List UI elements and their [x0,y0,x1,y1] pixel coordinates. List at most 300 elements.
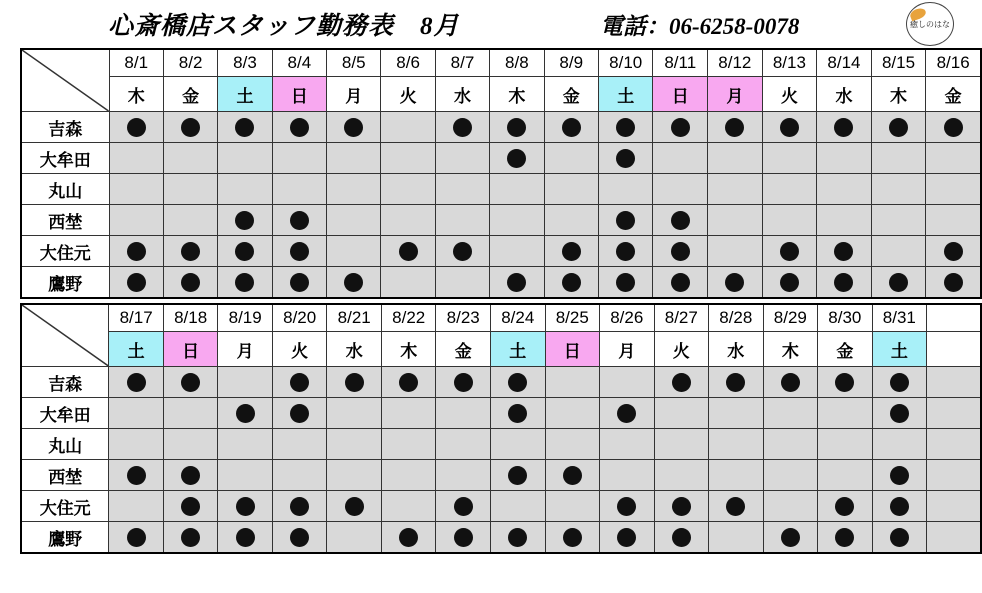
shift-dot-icon [181,373,200,392]
shift-on-cell[interactable] [218,112,272,143]
shift-dot-icon [508,404,527,423]
dow-cell: 月 [708,77,763,112]
shift-on-cell[interactable] [653,112,708,143]
shift-off-cell[interactable] [817,174,872,205]
shift-on-cell[interactable] [872,522,927,554]
shift-off-cell[interactable] [709,522,764,554]
date-cell: 8/16 [926,49,981,77]
shift-off-cell[interactable] [927,491,981,522]
shift-off-cell[interactable] [272,143,326,174]
shift-on-cell[interactable] [490,267,544,299]
dow-cell: 月 [600,332,655,367]
shift-dot-icon [889,118,908,137]
shift-on-cell[interactable] [708,112,763,143]
shift-dot-icon [835,497,854,516]
shift-off-cell[interactable] [926,143,981,174]
shift-on-cell[interactable] [654,367,709,398]
corner-cell [21,304,109,367]
shop-logo [906,2,954,46]
shift-dot-icon [616,242,635,261]
shift-dot-icon [835,373,854,392]
shift-off-cell[interactable] [817,143,872,174]
shift-off-cell[interactable] [818,429,873,460]
shift-off-cell[interactable] [218,143,272,174]
shift-off-cell[interactable] [109,205,163,236]
shift-on-cell[interactable] [109,267,163,299]
shift-off-cell[interactable] [927,367,981,398]
shift-on-cell[interactable] [272,522,327,554]
shift-on-cell[interactable] [490,460,545,491]
shift-on-cell[interactable] [109,112,163,143]
date-cell: 8/11 [653,49,708,77]
staff-name-cell: 吉森 [21,112,109,143]
diagonal-line-icon [22,50,109,111]
shift-off-cell[interactable] [109,398,164,429]
shift-dot-icon [290,242,309,261]
shift-off-cell[interactable] [818,460,873,491]
shift-dot-icon [453,118,472,137]
shift-off-cell[interactable] [163,143,217,174]
shift-off-cell[interactable] [163,205,217,236]
staff-name-cell: 吉森 [21,367,109,398]
shift-on-cell[interactable] [218,267,272,299]
shift-on-cell[interactable] [926,112,981,143]
shift-on-cell[interactable] [872,491,927,522]
dow-cell: 火 [272,332,327,367]
shift-on-cell[interactable] [163,112,217,143]
dow-cell: 水 [709,332,764,367]
shift-off-cell[interactable] [872,429,927,460]
dow-cell: 金 [926,77,981,112]
shift-off-cell[interactable] [272,460,327,491]
shift-on-cell[interactable] [762,112,817,143]
shift-off-cell[interactable] [218,429,273,460]
shift-on-cell[interactable] [490,367,545,398]
shift-on-cell[interactable] [600,491,655,522]
shift-dot-icon [617,404,636,423]
date-cell: 8/7 [435,49,489,77]
shift-dot-icon [890,466,909,485]
shift-dot-icon [562,118,581,137]
shift-on-cell[interactable] [600,398,655,429]
shift-off-cell[interactable] [871,236,926,267]
shift-dot-icon [235,273,254,292]
shift-off-cell[interactable] [545,429,600,460]
logo-label: 癒しのはな [910,20,950,29]
shift-off-cell[interactable] [381,460,436,491]
shift-on-cell[interactable] [327,267,381,299]
dow-cell: 日 [272,77,326,112]
shift-on-cell[interactable] [218,398,273,429]
shift-off-cell[interactable] [709,429,764,460]
shift-on-cell[interactable] [871,267,926,299]
shift-on-cell[interactable] [544,236,598,267]
shift-on-cell[interactable] [163,236,217,267]
shift-off-cell[interactable] [109,429,164,460]
shift-off-cell[interactable] [545,398,600,429]
shift-off-cell[interactable] [490,429,545,460]
shift-dot-icon [345,497,364,516]
date-cell: 8/10 [598,49,653,77]
shift-dot-icon [834,118,853,137]
dow-cell: 木 [109,77,163,112]
shift-on-cell[interactable] [109,460,164,491]
table-row [21,367,981,398]
schedule-table [20,303,982,554]
shift-on-cell[interactable] [926,267,981,299]
dow-cell: 金 [436,332,491,367]
shift-on-cell[interactable] [272,367,327,398]
shift-on-cell[interactable] [600,522,655,554]
shift-off-cell[interactable] [709,460,764,491]
dow-cell: 日 [653,77,708,112]
shift-on-cell[interactable] [436,491,491,522]
shift-on-cell[interactable] [653,205,708,236]
shift-on-cell[interactable] [872,460,927,491]
shift-off-cell[interactable] [871,205,926,236]
shift-off-cell[interactable] [927,398,981,429]
shift-off-cell[interactable] [763,398,818,429]
shift-on-cell[interactable] [598,267,653,299]
shift-on-cell[interactable] [163,460,218,491]
shift-off-cell[interactable] [927,460,981,491]
shift-off-cell[interactable] [708,174,763,205]
shift-on-cell[interactable] [272,236,326,267]
shift-off-cell[interactable] [327,143,381,174]
shift-on-cell[interactable] [817,112,872,143]
shift-off-cell[interactable] [926,174,981,205]
shift-on-cell[interactable] [218,205,272,236]
shift-off-cell[interactable] [327,174,381,205]
dow-cell: 金 [818,332,873,367]
date-cell: 8/25 [545,304,600,332]
shift-off-cell[interactable] [709,398,764,429]
shift-off-cell[interactable] [381,205,435,236]
shift-on-cell[interactable] [109,367,164,398]
shift-dot-icon [834,242,853,261]
shift-on-cell[interactable] [327,367,382,398]
phone-number: 電話：06-6258-0078 [600,14,800,39]
shift-dot-icon [454,497,473,516]
shift-dot-icon [508,528,527,547]
page-title: 心斎橋店スタッフ勤務表 8月 [108,13,460,40]
shift-off-cell[interactable] [490,491,545,522]
shift-on-cell[interactable] [436,522,491,554]
shift-off-cell[interactable] [600,429,655,460]
shift-off-cell[interactable] [435,267,489,299]
table-row [21,236,981,267]
shift-off-cell[interactable] [763,429,818,460]
shift-on-cell[interactable] [544,112,598,143]
shift-off-cell[interactable] [654,460,709,491]
shift-on-cell[interactable] [272,205,326,236]
shift-on-cell[interactable] [763,367,818,398]
shift-dot-icon [890,373,909,392]
staff-name-cell: 鷹野 [21,522,109,554]
shift-off-cell[interactable] [708,143,763,174]
shift-on-cell[interactable] [490,398,545,429]
shift-off-cell[interactable] [763,460,818,491]
shift-on-cell[interactable] [653,267,708,299]
date-cell: 8/3 [218,49,272,77]
shift-dot-icon [617,497,636,516]
shift-dot-icon [127,242,146,261]
shift-off-cell[interactable] [163,398,218,429]
shift-off-cell[interactable] [762,174,817,205]
shift-dot-icon [290,211,309,230]
shift-off-cell[interactable] [598,174,653,205]
shift-on-cell[interactable] [163,491,218,522]
shift-on-cell[interactable] [381,236,435,267]
shift-off-cell[interactable] [600,367,655,398]
shift-on-cell[interactable] [763,522,818,554]
shift-off-cell[interactable] [381,112,435,143]
shift-on-cell[interactable] [654,491,709,522]
shift-dot-icon [671,273,690,292]
shift-off-cell[interactable] [327,205,381,236]
shift-on-cell[interactable] [545,522,600,554]
shift-dot-icon [507,273,526,292]
shift-on-cell[interactable] [817,236,872,267]
staff-name-cell: 大牟田 [21,143,109,174]
date-cell: 8/8 [490,49,544,77]
shift-on-cell[interactable] [654,522,709,554]
table-row [21,143,981,174]
shift-on-cell[interactable] [163,267,217,299]
shift-on-cell[interactable] [218,522,273,554]
shift-off-cell[interactable] [327,429,382,460]
shift-off-cell[interactable] [436,460,491,491]
corner-cell [21,49,109,112]
shift-off-cell[interactable] [653,174,708,205]
shift-dot-icon [290,373,309,392]
shift-off-cell[interactable] [818,398,873,429]
table-row [21,398,981,429]
shift-on-cell[interactable] [327,491,382,522]
shift-on-cell[interactable] [381,522,436,554]
shift-on-cell[interactable] [272,398,327,429]
shift-off-cell[interactable] [490,174,544,205]
date-cell: 8/21 [327,304,382,332]
shift-off-cell[interactable] [762,205,817,236]
shift-dot-icon [617,528,636,547]
shift-off-cell[interactable] [218,460,273,491]
shift-on-cell[interactable] [109,236,163,267]
shift-off-cell[interactable] [654,429,709,460]
shift-on-cell[interactable] [490,522,545,554]
shift-dot-icon [672,528,691,547]
shift-off-cell[interactable] [436,429,491,460]
dow-cell: 金 [163,77,217,112]
shift-dot-icon [671,211,690,230]
shift-dot-icon [671,118,690,137]
shift-dot-icon [181,242,200,261]
shift-off-cell[interactable] [381,143,435,174]
shift-on-cell[interactable] [872,398,927,429]
shift-on-cell[interactable] [436,367,491,398]
shift-on-cell[interactable] [272,112,326,143]
shift-off-cell[interactable] [272,429,327,460]
shift-off-cell[interactable] [381,174,435,205]
shift-on-cell[interactable] [872,367,927,398]
date-cell [927,304,981,332]
date-cell: 8/20 [272,304,327,332]
shift-off-cell[interactable] [272,174,326,205]
shift-on-cell[interactable] [218,491,273,522]
shift-off-cell[interactable] [327,522,382,554]
shift-dot-icon [562,242,581,261]
shift-on-cell[interactable] [818,491,873,522]
shift-dot-icon [562,273,581,292]
shift-on-cell[interactable] [762,267,817,299]
shift-off-cell[interactable] [545,491,600,522]
shift-dot-icon [344,118,363,137]
shift-off-cell[interactable] [218,174,272,205]
shift-on-cell[interactable] [818,522,873,554]
shift-off-cell[interactable] [654,398,709,429]
table-row [21,112,981,143]
date-cell: 8/1 [109,49,163,77]
shift-off-cell[interactable] [708,205,763,236]
shift-off-cell[interactable] [871,143,926,174]
shift-off-cell[interactable] [545,367,600,398]
shift-on-cell[interactable] [545,460,600,491]
shift-on-cell[interactable] [163,522,218,554]
shift-off-cell[interactable] [381,398,436,429]
shift-off-cell[interactable] [435,174,489,205]
shift-off-cell[interactable] [708,236,763,267]
date-header-row [21,304,981,332]
shift-off-cell[interactable] [763,491,818,522]
shift-off-cell[interactable] [381,429,436,460]
date-header-row [21,49,981,77]
shift-off-cell[interactable] [544,205,598,236]
shift-on-cell[interactable] [598,143,653,174]
shift-off-cell[interactable] [327,398,382,429]
shift-off-cell[interactable] [926,205,981,236]
shift-dot-icon [563,466,582,485]
shift-on-cell[interactable] [653,236,708,267]
shift-off-cell[interactable] [544,143,598,174]
shift-on-cell[interactable] [926,236,981,267]
shift-dot-icon [616,149,635,168]
shift-off-cell[interactable] [109,143,163,174]
shift-dot-icon [616,273,635,292]
shift-off-cell[interactable] [927,522,981,554]
shift-on-cell[interactable] [490,143,544,174]
shift-on-cell[interactable] [435,112,489,143]
date-cell: 8/28 [709,304,764,332]
shift-on-cell[interactable] [327,112,381,143]
shift-off-cell[interactable] [218,367,273,398]
shift-dot-icon [399,528,418,547]
dow-cell: 火 [762,77,817,112]
shift-dot-icon [290,497,309,516]
shift-on-cell[interactable] [817,267,872,299]
staff-name-cell: 大住元 [21,236,109,267]
shift-on-cell[interactable] [598,112,653,143]
shift-on-cell[interactable] [709,367,764,398]
shift-dot-icon [454,528,473,547]
shift-on-cell[interactable] [490,112,544,143]
shift-off-cell[interactable] [436,398,491,429]
shift-off-cell[interactable] [163,429,218,460]
date-cell: 8/19 [218,304,273,332]
shift-dot-icon [616,211,635,230]
dow-cell [927,332,981,367]
shift-on-cell[interactable] [818,367,873,398]
dow-cell: 日 [163,332,218,367]
shift-dot-icon [726,373,745,392]
shift-on-cell[interactable] [163,367,218,398]
shift-off-cell[interactable] [490,205,544,236]
shift-dot-icon [235,242,254,261]
shift-on-cell[interactable] [272,491,327,522]
date-cell: 8/5 [327,49,381,77]
shift-on-cell[interactable] [709,491,764,522]
shift-dot-icon [399,242,418,261]
dow-cell: 月 [327,77,381,112]
shift-off-cell[interactable] [109,174,163,205]
table-row [21,267,981,299]
schedule-table [20,48,982,299]
table-row [21,522,981,554]
shift-off-cell[interactable] [871,174,926,205]
date-cell: 8/14 [817,49,872,77]
shift-off-cell[interactable] [381,491,436,522]
shift-off-cell[interactable] [327,236,381,267]
shift-off-cell[interactable] [435,143,489,174]
shift-off-cell[interactable] [327,460,382,491]
shift-on-cell[interactable] [598,205,653,236]
shift-dot-icon [944,273,963,292]
shift-on-cell[interactable] [708,267,763,299]
dow-cell: 木 [490,77,544,112]
shift-on-cell[interactable] [598,236,653,267]
shift-dot-icon [127,528,146,547]
shift-dot-icon [563,528,582,547]
shift-off-cell[interactable] [762,143,817,174]
shift-dot-icon [181,466,200,485]
shift-on-cell[interactable] [435,236,489,267]
shift-on-cell[interactable] [381,367,436,398]
shift-on-cell[interactable] [762,236,817,267]
shift-off-cell[interactable] [544,174,598,205]
dow-cell: 木 [763,332,818,367]
shift-off-cell[interactable] [381,267,435,299]
shift-off-cell[interactable] [927,429,981,460]
shift-off-cell[interactable] [435,205,489,236]
shift-dot-icon [835,528,854,547]
shift-on-cell[interactable] [218,236,272,267]
shift-dot-icon [889,273,908,292]
shift-off-cell[interactable] [490,236,544,267]
shift-on-cell[interactable] [272,267,326,299]
dow-cell: 土 [109,332,164,367]
shift-on-cell[interactable] [871,112,926,143]
shift-off-cell[interactable] [817,205,872,236]
date-cell: 8/13 [762,49,817,77]
shift-off-cell[interactable] [653,143,708,174]
date-cell: 8/4 [272,49,326,77]
shift-on-cell[interactable] [544,267,598,299]
staff-name-cell: 西埜 [21,460,109,491]
shift-on-cell[interactable] [109,522,164,554]
shift-off-cell[interactable] [600,460,655,491]
shift-off-cell[interactable] [163,174,217,205]
shift-off-cell[interactable] [109,491,164,522]
dow-cell: 土 [598,77,653,112]
